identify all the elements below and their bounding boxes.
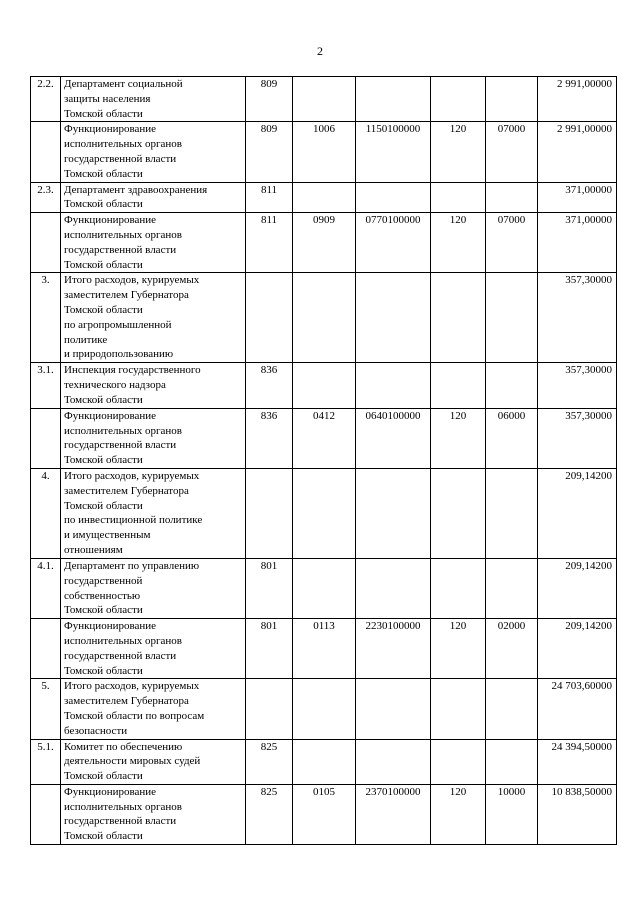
row-name: Итого расходов, курируемых заместителем Губернатора Томской области по агропромышленной политике и природопользованию: [61, 273, 246, 363]
row-target-code: 0770100000: [356, 213, 431, 273]
row-amount: 2 991,00000: [538, 122, 617, 182]
row-number: [31, 122, 61, 182]
row-amount: 371,00000: [538, 182, 617, 213]
row-number: [31, 408, 61, 468]
row-number: 2.2.: [31, 77, 61, 122]
row-amount: 357,30000: [538, 408, 617, 468]
row-amount: 24 394,50000: [538, 739, 617, 784]
row-name: Инспекция государственного технического надзора Томской области: [61, 363, 246, 408]
table-row: [31, 182, 617, 213]
row-ved-code: 825: [246, 784, 293, 844]
table-row: [31, 739, 617, 784]
row-ved-code: 825: [246, 739, 293, 784]
row-name: Функционирование исполнительных органов государственной власти Томской области: [61, 213, 246, 273]
row-name: Департамент здравоохранения Томской области: [61, 182, 246, 213]
row-target-code: [356, 77, 431, 122]
row-amount: 24 703,60000: [538, 679, 617, 739]
row-section-code: [293, 182, 356, 213]
row-number: 2.3.: [31, 182, 61, 213]
row-target-code: [356, 679, 431, 739]
row-ved-code: 836: [246, 408, 293, 468]
row-name: Итого расходов, курируемых заместителем Губернатора Томской области по инвестиционной политике и имущественным отношениям: [61, 468, 246, 558]
table-row: [31, 408, 617, 468]
row-kosgu-code: [486, 468, 538, 558]
row-ved-code: 801: [246, 619, 293, 679]
row-expense-type: [431, 468, 486, 558]
table-row: [31, 784, 617, 844]
row-section-code: 1006: [293, 122, 356, 182]
table-row: [31, 273, 617, 363]
row-ved-code: 811: [246, 213, 293, 273]
row-ved-code: [246, 679, 293, 739]
row-target-code: [356, 739, 431, 784]
row-target-code: [356, 468, 431, 558]
row-section-code: [293, 558, 356, 618]
row-name: Департамент по управлению государственной собственностью Томской области: [61, 558, 246, 618]
row-number: 5.: [31, 679, 61, 739]
row-expense-type: [431, 77, 486, 122]
row-target-code: 2230100000: [356, 619, 431, 679]
row-kosgu-code: [486, 182, 538, 213]
row-amount: 371,00000: [538, 213, 617, 273]
row-kosgu-code: [486, 739, 538, 784]
row-section-code: [293, 273, 356, 363]
row-amount: 209,14200: [538, 619, 617, 679]
row-expense-type: 120: [431, 122, 486, 182]
row-amount: 357,30000: [538, 363, 617, 408]
expenditure-table: [30, 76, 617, 845]
row-target-code: [356, 182, 431, 213]
row-ved-code: 811: [246, 182, 293, 213]
row-section-code: 0105: [293, 784, 356, 844]
table-row: [31, 468, 617, 558]
row-section-code: 0412: [293, 408, 356, 468]
row-kosgu-code: 07000: [486, 122, 538, 182]
row-target-code: [356, 363, 431, 408]
row-kosgu-code: 02000: [486, 619, 538, 679]
row-number: [31, 619, 61, 679]
table-row: [31, 619, 617, 679]
row-number: 3.: [31, 273, 61, 363]
table-row: [31, 558, 617, 618]
row-ved-code: 801: [246, 558, 293, 618]
row-number: [31, 213, 61, 273]
row-ved-code: 809: [246, 77, 293, 122]
row-name: Функционирование исполнительных органов государственной власти Томской области: [61, 408, 246, 468]
row-name: Итого расходов, курируемых заместителем Губернатора Томской области по вопросам безопасности: [61, 679, 246, 739]
row-target-code: [356, 273, 431, 363]
row-amount: 209,14200: [538, 558, 617, 618]
row-expense-type: [431, 363, 486, 408]
row-ved-code: [246, 468, 293, 558]
row-target-code: 1150100000: [356, 122, 431, 182]
row-expense-type: [431, 182, 486, 213]
row-kosgu-code: [486, 558, 538, 618]
row-section-code: [293, 739, 356, 784]
row-section-code: [293, 77, 356, 122]
row-number: 4.: [31, 468, 61, 558]
row-kosgu-code: 07000: [486, 213, 538, 273]
table-row: [31, 213, 617, 273]
row-expense-type: [431, 273, 486, 363]
row-section-code: [293, 363, 356, 408]
row-name: Комитет по обеспечению деятельности мировых судей Томской области: [61, 739, 246, 784]
row-number: 4.1.: [31, 558, 61, 618]
row-section-code: [293, 679, 356, 739]
row-kosgu-code: 06000: [486, 408, 538, 468]
row-expense-type: [431, 558, 486, 618]
row-section-code: 0113: [293, 619, 356, 679]
row-ved-code: [246, 273, 293, 363]
row-expense-type: [431, 739, 486, 784]
page-number: 2: [317, 44, 323, 58]
row-expense-type: 120: [431, 784, 486, 844]
row-target-code: [356, 558, 431, 618]
row-number: [31, 784, 61, 844]
row-expense-type: 120: [431, 408, 486, 468]
row-ved-code: 836: [246, 363, 293, 408]
table-row: [31, 77, 617, 122]
row-section-code: [293, 468, 356, 558]
row-section-code: 0909: [293, 213, 356, 273]
row-ved-code: 809: [246, 122, 293, 182]
row-expense-type: 120: [431, 213, 486, 273]
row-expense-type: [431, 679, 486, 739]
row-kosgu-code: [486, 77, 538, 122]
row-name: Функционирование исполнительных органов государственной власти Томской области: [61, 619, 246, 679]
row-amount: 357,30000: [538, 273, 617, 363]
row-kosgu-code: [486, 273, 538, 363]
row-number: 3.1.: [31, 363, 61, 408]
row-amount: 10 838,50000: [538, 784, 617, 844]
row-kosgu-code: [486, 363, 538, 408]
table-row: [31, 122, 617, 182]
row-target-code: 2370100000: [356, 784, 431, 844]
row-name: Функционирование исполнительных органов государственной власти Томской области: [61, 784, 246, 844]
table-row: [31, 679, 617, 739]
row-number: 5.1.: [31, 739, 61, 784]
row-name: Функционирование исполнительных органов государственной власти Томской области: [61, 122, 246, 182]
row-amount: 2 991,00000: [538, 77, 617, 122]
row-kosgu-code: [486, 679, 538, 739]
row-target-code: 0640100000: [356, 408, 431, 468]
table-row: [31, 363, 617, 408]
row-kosgu-code: 10000: [486, 784, 538, 844]
row-expense-type: 120: [431, 619, 486, 679]
row-name: Департамент социальной защиты населения Томской области: [61, 77, 246, 122]
row-amount: 209,14200: [538, 468, 617, 558]
